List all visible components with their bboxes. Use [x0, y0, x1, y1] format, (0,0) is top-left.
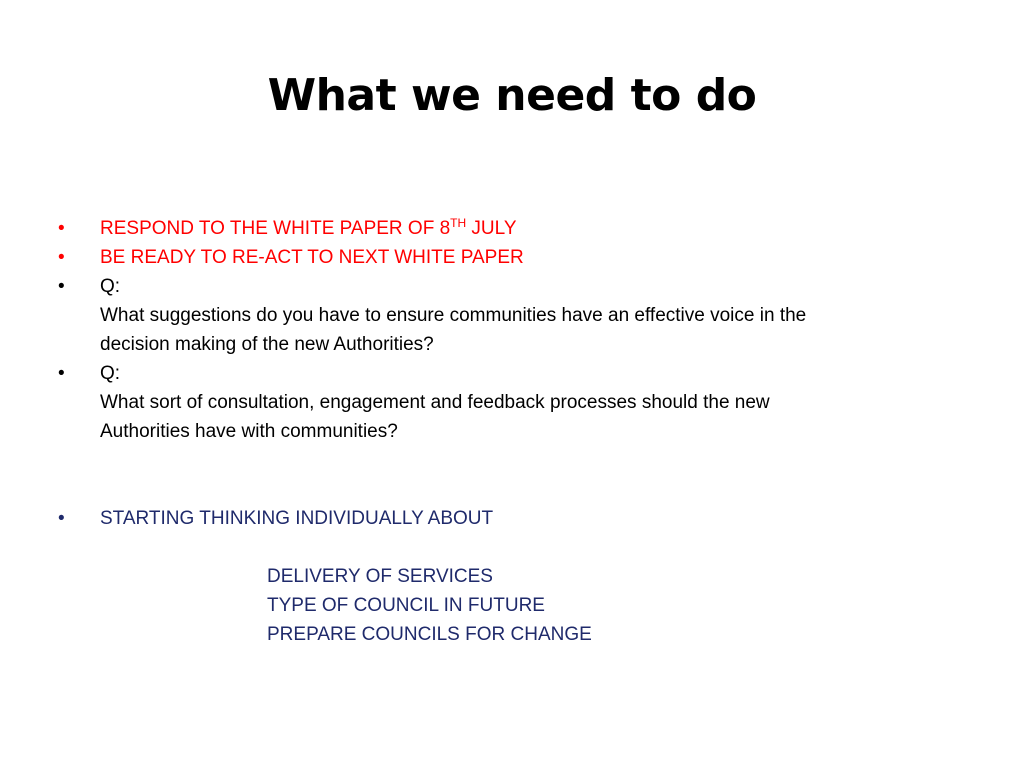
bullet-text: BE READY TO RE-ACT TO NEXT WHITE PAPER: [100, 247, 524, 268]
bullet-dot-icon: •: [58, 508, 65, 529]
bullet-dot-icon: •: [58, 218, 65, 239]
question-text-line: Authorities have with communities?: [100, 421, 398, 442]
bullet-item-question-1: [58, 272, 958, 359]
spacer: [58, 533, 958, 562]
bullet-dot-icon: •: [58, 276, 65, 297]
bullet-text: RESPOND TO THE WHITE PAPER OF 8: [100, 218, 451, 239]
question-label: Q:: [100, 363, 121, 384]
question-text-line: What sort of consultation, engagement and feedback processes should the new: [100, 392, 770, 413]
bullet-item-starting-thinking: [58, 504, 958, 533]
sub-item-prepare-councils: PREPARE COUNCILS FOR CHANGE: [267, 624, 592, 645]
slide-title: What we need to do: [267, 70, 757, 121]
question-text-line: What suggestions do you have to ensure communities have an effective voice in the: [100, 305, 807, 326]
bullet-dot-icon: •: [58, 363, 65, 384]
sub-item-delivery-of-services: DELIVERY OF SERVICES: [267, 566, 493, 587]
ordinal-superscript: TH: [450, 216, 467, 230]
bullet-text: STARTING THINKING INDIVIDUALLY ABOUT: [100, 508, 494, 529]
bullet-item-respond-white-paper: [58, 214, 958, 243]
sub-item-type-of-council: TYPE OF COUNCIL IN FUTURE: [267, 595, 545, 616]
bullet-item-question-2: [58, 359, 958, 446]
bullet-text-suffix: JULY: [466, 218, 517, 239]
slide-body: [58, 214, 958, 649]
bullet-dot-icon: •: [58, 247, 65, 268]
spacer: [58, 446, 958, 504]
question-label: Q:: [100, 276, 121, 297]
sub-item-list: [58, 562, 958, 649]
question-text-line: decision making of the new Authorities?: [100, 334, 434, 355]
bullet-item-be-ready: [58, 243, 958, 272]
